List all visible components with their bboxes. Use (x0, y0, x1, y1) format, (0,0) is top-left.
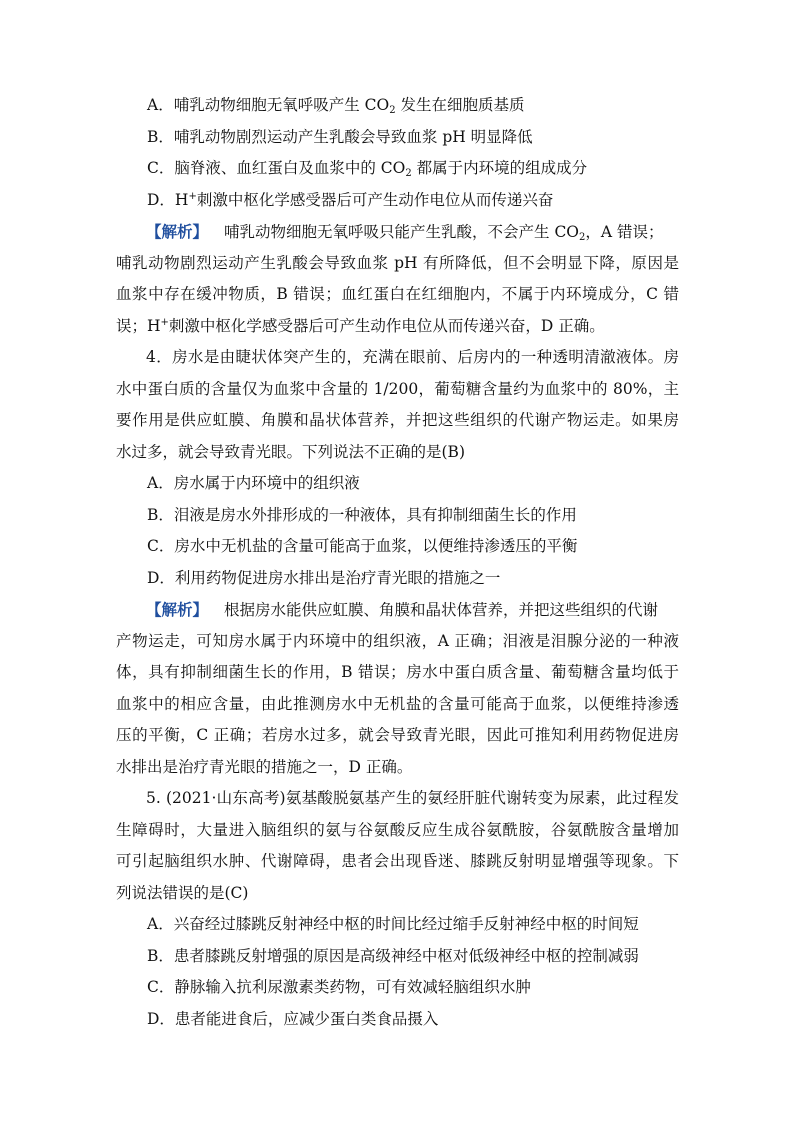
q4-analysis-line-1 (116, 594, 679, 626)
q3-option-c-text-end: 都属于内环境的组成成分 (411, 159, 588, 177)
q5-stem-line-2: 生障碍时，大量进入脑组织的氨与谷氨酸反应生成谷氨酰胺，谷氨酰胺含量增加 (116, 820, 679, 839)
q5-option-a: A．兴奋经过膝跳反射神经中枢的时间比经过缩手反射神经中枢的时间短 (147, 915, 639, 933)
q5-option-b: B．患者膝跳反射增强的原因是高级神经中枢对低级神经中枢的控制减弱 (147, 946, 639, 965)
subscript: 2 (389, 105, 396, 116)
analysis-tag: 【解析】 (146, 222, 209, 241)
q4-option-b: B．泪液是房水外排形成的一种液体，具有抑制细菌生长的作用 (147, 505, 577, 524)
q3-option-d-text: D．H (147, 190, 189, 209)
q5-stem-line-1: 5. (2021·山东高考)氨基酸脱氨基产生的氨经肝脏代谢转变为尿素，此过程发 (146, 789, 679, 807)
superscript: + (160, 316, 169, 328)
subscript: 2 (579, 232, 586, 243)
q4-analysis-line-4: 血浆中的相应含量，由此推测房水中无机盐的含量可能高于血浆，以便维持渗透 (116, 694, 679, 713)
analysis-text-end: 刺激中枢化学感受器后可产生动作电位从而传递兴奋，D 正确。 (168, 316, 605, 335)
q4-analysis-line-5: 压的平衡，C 正确；若房水过多，就会导致青光眼，因此可推知利用药物促进房 (116, 726, 679, 744)
q5-option-c: C．静脉输入抗利尿激素类药物，可有效减轻脑组织水肿 (147, 978, 531, 996)
q4-analysis-line-2: 产物运走，可知房水属于内环境中的组织液，A 正确；泪液是泪腺分泌的一种液 (116, 631, 679, 650)
analysis-text: 根据房水能供应虹膜、角膜和晶状体营养，并把这些组织的代谢 (224, 601, 659, 619)
q5-option-d: D．患者能进食后，应减少蛋白类食品摄入 (147, 1009, 439, 1028)
analysis-text: 哺乳动物细胞无氧呼吸只能产生乳酸，不会产生 CO (224, 223, 580, 241)
analysis-tag: 【解析】 (146, 600, 209, 619)
q4-stem-line-3: 要作用是供应虹膜、角膜和晶状体营养，并把这些组织的代谢产物运走。如果房 (116, 411, 679, 429)
q3-option-c-text: C．脑脊液、血红蛋白及血浆中的 CO (147, 159, 406, 177)
q5-stem-line-4: 列说法错误的是(C) (116, 883, 249, 902)
q4-option-c: C．房水中无机盐的含量可能高于血浆，以便维持渗透压的平衡 (147, 537, 578, 555)
q3-analysis-line-1 (116, 216, 679, 248)
q3-option-b: B．哺乳动物剧烈运动产生乳酸会导致血浆 pH 明显降低 (147, 127, 533, 146)
q5-stem-line-3: 可引起脑组织水肿、代谢障碍，患者会出现昏迷、膝跳反射明显增强等现象。下 (116, 852, 679, 870)
q3-analysis-line-2: 哺乳动物剧烈运动产生乳酸会导致血浆 pH 有所降低，但不会明显下降，原因是 (116, 253, 679, 272)
q4-analysis-line-3: 体，具有抑制细菌生长的作用，B 错误；房水中蛋白质含量、葡萄糖含量均低于 (116, 663, 679, 681)
analysis-text: 误；H (116, 316, 161, 335)
q4-stem-line-4: 水过多，就会导致青光眼。下列说法不正确的是(B) (116, 442, 465, 461)
q4-option-a: A．房水属于内环境中的组织液 (147, 474, 360, 492)
q3-option-a-text: A．哺乳动物细胞无氧呼吸产生 CO (147, 96, 390, 114)
q3-analysis-line-3: 血浆中存在缓冲物质，B 错误；血红蛋白在红细胞内，不属于内环境成分，C 错 (116, 285, 679, 303)
subscript: 2 (405, 168, 412, 179)
superscript: + (188, 190, 197, 202)
document-page (116, 90, 679, 1035)
analysis-text-end: ，A 错误； (585, 223, 664, 241)
q4-stem-line-1: 4．房水是由睫状体突产生的，充满在眼前、后房内的一种透明清澈液体。房 (146, 348, 679, 366)
q3-option-d (116, 185, 679, 217)
q3-option-a (116, 90, 679, 122)
q3-option-c (116, 153, 679, 185)
q3-option-a-text-end: 发生在细胞质基质 (395, 96, 525, 114)
q3-option-d-text-end: 刺激中枢化学感受器后可产生动作电位从而传递兴奋 (196, 190, 554, 209)
q4-stem-line-2: 水中蛋白质的含量仅为血浆中含量的 1/200，葡萄糖含量约为血浆中的 80%，主 (116, 379, 679, 398)
q4-option-d: D．利用药物促进房水排出是治疗青光眼的措施之一 (147, 568, 501, 587)
q3-analysis-line-4 (116, 311, 679, 343)
q4-analysis-line-6: 水排出是治疗青光眼的措施之一，D 正确。 (116, 757, 413, 776)
